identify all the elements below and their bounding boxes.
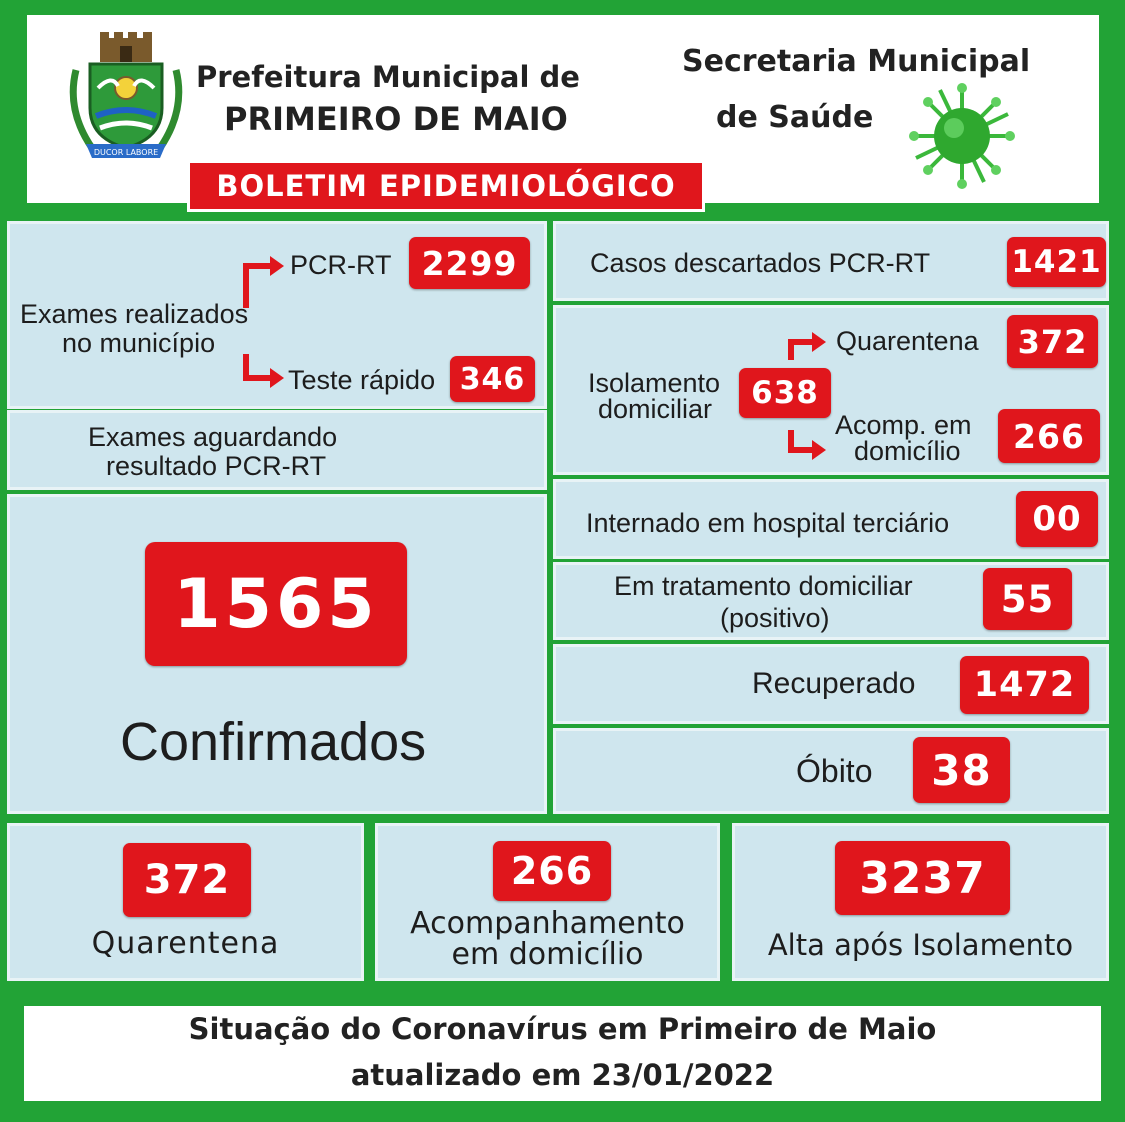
bottom-followup-label-line1: Acompanhamento (410, 906, 685, 941)
municipal-crest-icon (62, 30, 190, 162)
isolation-label-line2: domiciliar (598, 394, 713, 424)
bottom-followup-label-line2: em domicílio (451, 937, 644, 972)
hospital-label: Internado em hospital terciário (586, 508, 950, 538)
recovered-label: Recuperado (752, 667, 916, 700)
home-label-line2: domicílio (854, 436, 961, 466)
footer-line2: atualizado em 23/01/2022 (350, 1058, 775, 1092)
isolation-label-line1: Isolamento (588, 368, 721, 398)
pcr-value-badge: 2299 (409, 237, 530, 289)
virus-icon (906, 80, 1018, 192)
confirmed-value-badge: 1565 (145, 542, 407, 666)
bottom-followup-value-badge: 266 (493, 841, 611, 901)
isolation-value-badge: 638 (739, 368, 831, 418)
exams-label-line1: Exames realizados (20, 299, 249, 329)
secretaria-line1: Secretaria Municipal (682, 44, 1031, 79)
home-value-badge: 266 (998, 409, 1100, 463)
quarantine-value-badge: 372 (1007, 315, 1098, 368)
bottom-discharge-value-badge: 3237 (835, 841, 1010, 915)
secretaria-line2: de Saúde (716, 100, 874, 135)
rapid-label: Teste rápido (288, 365, 436, 395)
confirmed-label: Confirmados (120, 712, 427, 772)
awaiting-label-line2: resultado PCR-RT (106, 451, 327, 481)
bottom-discharge-label: Alta após Isolamento (767, 928, 1074, 962)
arrow-up-icon (786, 328, 830, 362)
deaths-value-badge: 38 (913, 737, 1010, 803)
deaths-label: Óbito (796, 753, 873, 789)
prefeitura-line1: Prefeitura Municipal de (196, 60, 580, 94)
bottom-quarantine-value-badge: 372 (123, 843, 251, 917)
home-treatment-value-badge: 55 (983, 568, 1072, 630)
quarantine-label: Quarentena (836, 326, 979, 356)
crest-motto: DUCOR LABORE (93, 148, 159, 157)
pcr-label: PCR-RT (290, 250, 392, 280)
footer-line1: Situação do Coronavírus em Primeiro de Maio (188, 1012, 937, 1046)
discarded-label: Casos descartados PCR-RT (590, 248, 931, 278)
arrow-down-icon (786, 428, 830, 464)
exams-label-line2: no município (62, 328, 216, 358)
recovered-value-badge: 1472 (960, 656, 1089, 714)
prefeitura-line2: PRIMEIRO DE MAIO (224, 100, 568, 138)
home-label-line1: Acomp. em (835, 410, 972, 440)
home-treatment-label-line2: (positivo) (720, 603, 830, 633)
rapid-value-badge: 346 (450, 356, 535, 402)
arrow-up-icon (240, 252, 288, 312)
bottom-quarantine-label: Quarentena (91, 926, 280, 961)
bulletin-banner (187, 160, 705, 212)
home-treatment-label-line1: Em tratamento domiciliar (614, 571, 913, 601)
arrow-down-icon (240, 352, 290, 394)
hospital-value-badge: 00 (1016, 491, 1098, 547)
bulletin-title: BOLETIM EPIDEMIOLÓGICO (216, 169, 676, 203)
awaiting-label-line1: Exames aguardando (88, 422, 338, 452)
discarded-value-badge: 1421 (1007, 237, 1106, 287)
